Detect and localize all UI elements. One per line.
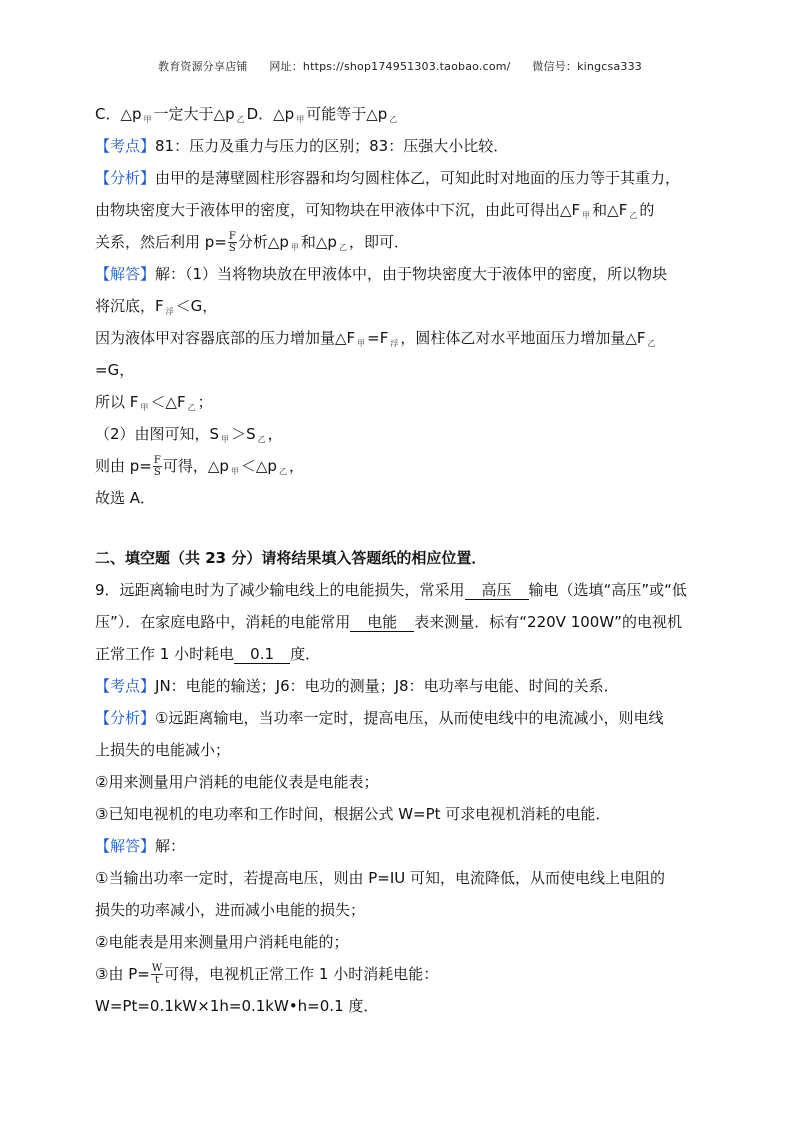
q9-jieda-line-3: 损失的功率减小，进而减小电能的损失；: [95, 901, 366, 919]
q9-jieda-line-1: 【解答】解：: [95, 837, 186, 855]
blank-answer-1: 高压: [465, 581, 529, 600]
q8-jieda-line-1: 【解答】解：（1）当将物块放在甲液体中，由于物块密度大于液体甲的密度，所以物块: [95, 265, 668, 283]
q9-fenxi-line-4: ③已知电视机的电功率和工作时间，根据公式 W=Pt 可求电视机消耗的电能．: [95, 805, 611, 823]
header-wechat: 微信号：kingcsa333: [532, 60, 642, 73]
kaodian-tag: 【考点】: [95, 137, 156, 155]
fenxi-tag: 【分析】: [95, 709, 156, 727]
q9-jieda-line-5: ③由 P= $\frac{W}{t}$ 可得，电视机正常工作 1 小时消耗电能：: [95, 963, 439, 986]
q8-jieda-line-8: 故选 A．: [95, 489, 156, 507]
q8-kaodian: 【考点】81：压力及重力与压力的区别；83：压强大小比较．: [95, 137, 509, 155]
fenxi-tag: 【分析】: [95, 169, 156, 187]
header-shop: 教育资源分享店铺: [158, 60, 248, 73]
jieda-tag: 【解答】: [95, 265, 156, 283]
blank-answer-2: 电能: [350, 613, 414, 632]
q9-kaodian: 【考点】JN：电能的输送；J6：电功的测量；J8：电功率与电能、时间的关系．: [95, 677, 619, 695]
q8-options-cd: C．△p $_甲$ 一定大于△p $_乙$ D．△p $_甲$ 可能等于△p $_乙$: [95, 105, 398, 124]
q9-line-2: 压”）．在家庭电路中，消耗的电能常用 电能 表来测量．标有“220V 100W”的电视机: [95, 613, 682, 631]
page-header: [0, 58, 800, 74]
q8-jieda-line-3: 因为液体甲对容器底部的压力增加量△F $_甲$ =F $_浮$ ，圆柱体乙对水平地面压力增加量△F $_乙$: [95, 329, 656, 348]
q9-jieda-line-2: ①当输出功率一定时，若提高电压，则由 P=IU 可知，电流降低，从而使电线上电阻的: [95, 869, 666, 887]
jieda-tag: 【解答】: [95, 837, 156, 855]
q9-line-1: 9．远距离输电时为了减少输电线上的电能损失，常采用 高压 输电（选填“高压”或“低: [95, 581, 687, 599]
q9-fenxi-line-1: 【分析】①远距离输电，当功率一定时，提高电压，从而使电线中的电流减小，则电线: [95, 709, 664, 727]
q8-jieda-line-6: （2）由图可知，S $_甲$ ＞S $_乙$ ，: [95, 425, 283, 444]
fraction-f-over-s: $\frac{F}{S}$: [228, 231, 236, 254]
q8-jieda-line-7: 则由 p= $\frac{F}{S}$ 可得，△p $_甲$ ＜△p $_乙$ ，: [95, 455, 304, 478]
q9-jieda-line-6: W=Pt=0.1kW×1h=0.1kW•h=0.1 度．: [95, 997, 379, 1015]
fraction-w-over-t: $\frac{W}{t}$: [151, 963, 163, 986]
header-url: 网址：https://shop174951303.taobao.com/: [269, 60, 511, 73]
q9-line-3: 正常工作 1 小时耗电 0.1 度．: [95, 645, 321, 663]
q9-jieda-line-4: ②电能表是用来测量用户消耗电能的；: [95, 933, 349, 951]
q9-fenxi-line-3: ②用来测量用户消耗的电能仪表是电能表；: [95, 773, 379, 791]
blank-answer-3: 0.1: [234, 645, 290, 664]
q8-fenxi-line-1: 【分析】由甲的是薄壁圆柱形容器和均匀圆柱体乙，可知此时对地面的压力等于其重力，: [95, 169, 681, 187]
q8-jieda-line-2: 将沉底，F $_浮$ ＜G，: [95, 297, 218, 316]
q8-jieda-line-4: =G，: [95, 361, 135, 379]
q9-fenxi-line-2: 上损失的电能减小；: [95, 741, 231, 759]
q8-jieda-line-5: 所以 F $_甲$ ＜△F $_乙$ ；: [95, 393, 213, 412]
document-body: [95, 98, 707, 1022]
q8-fenxi-line-2: 由物块密度大于液体甲的密度，可知物块在甲液体中下沉，由此可得出△F $_甲$ 和△F $_乙$ 的: [95, 201, 655, 220]
q8-fenxi-line-3: 关系，然后利用 p= $\frac{F}{S}$ 分析△p $_甲$ 和△p $_乙$ ，即可．: [95, 231, 409, 254]
kaodian-tag: 【考点】: [95, 677, 156, 695]
fraction-f-over-s: $\frac{F}{S}$: [153, 455, 161, 478]
section-2-title: 二、填空题（共 23 分）请将结果填入答题纸的相应位置．: [95, 549, 487, 567]
